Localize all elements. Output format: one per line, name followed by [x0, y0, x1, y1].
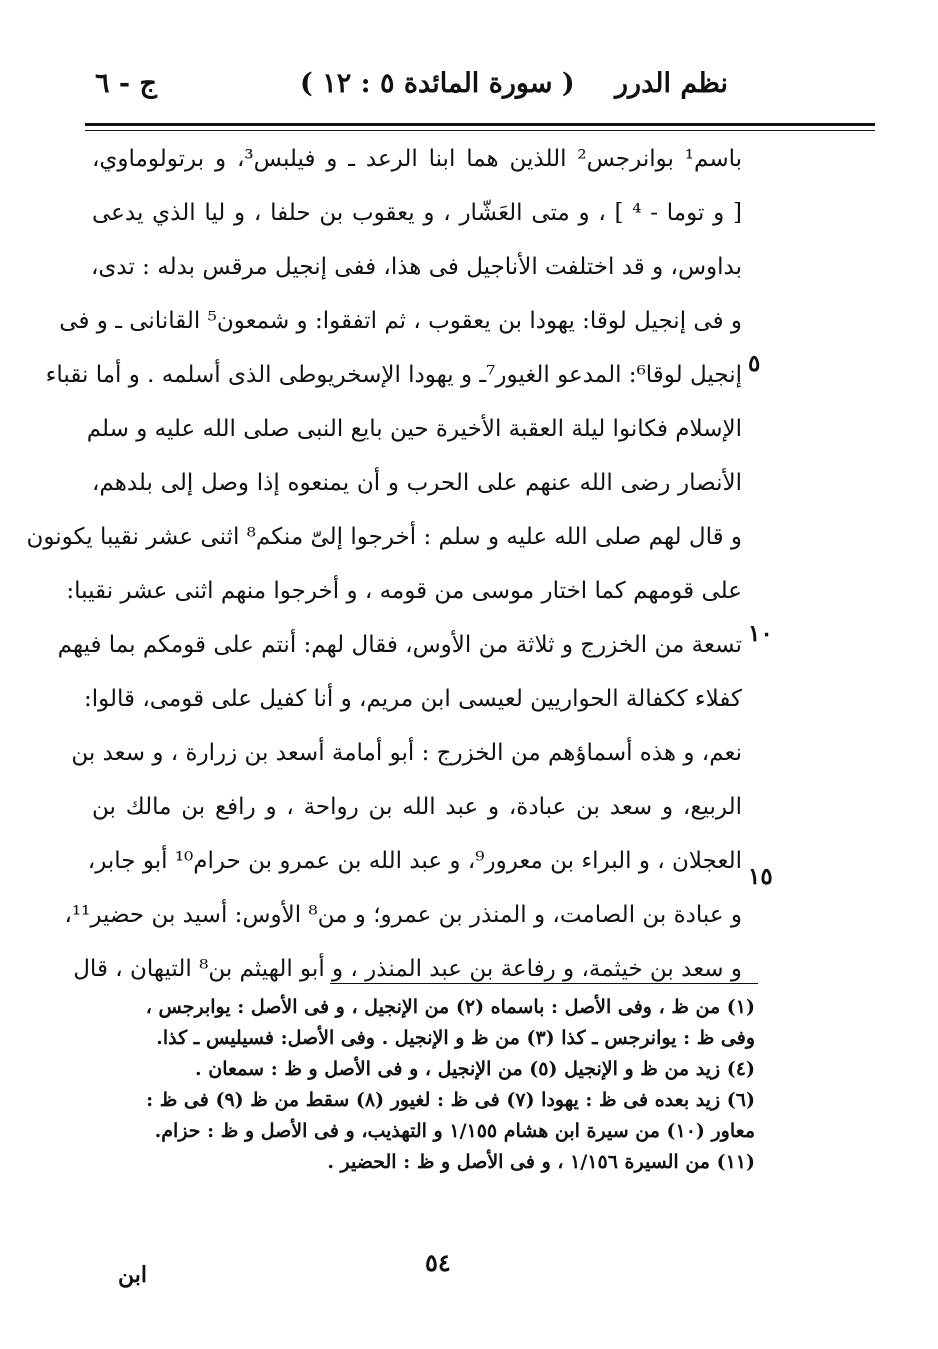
line-number-5: ٥	[748, 350, 761, 377]
footnote-line: وفى ظ : يوانرجس ـ كذا (٣) من ظ و الإنجيل . وفى الأصل: فسيليس ـ كذا.	[156, 1027, 755, 1049]
text-line: على قومهم كما اختار موسى من قومه ، و أخرجوا منهم اثنى عشر نقيبا:	[66, 578, 742, 604]
text-line: باسم¹ بوانرجس² اللذين هما ابنا الرعد ـ و فيلبس³، و برتولوماوي،	[92, 146, 743, 172]
main-text	[26, 132, 743, 996]
line-number-15: ١٥	[748, 863, 773, 890]
footnote-line: معاور (١٠) من سيرة ابن هشام ١/١٥٥ و التهذيب، و فى الأصل و ظ : حزام.	[154, 1120, 755, 1142]
text-line: [ و توما - ⁴ ] ، و متى العَشّار ، و يعقوب بن حلفا ، و ليا الذي يدعى	[92, 200, 742, 226]
text-line: و فى إنجيل لوقا: يهودا بن يعقوب ، ثم اتفقوا: و شمعون⁵ القانانى ـ و فى	[59, 308, 742, 334]
footnotes	[95, 992, 755, 1178]
text-line: و عبادة بن الصامت، و المنذر بن عمرو؛ و من⁸ الأوس: أسيد بن حضير¹¹،	[64, 902, 742, 928]
text-line: العجلان ، و البراء بن معرور⁹، و عبد الله بن عمرو بن حرام¹⁰ أبو جابر،	[87, 848, 742, 874]
text-line: بداوس، و قد اختلفت الأناجيل فى هذا، ففى إنجيل مرقس بدله : تدى،	[90, 254, 742, 280]
volume-label: ج - ٦	[95, 68, 157, 99]
header-rule-thick	[85, 123, 875, 126]
text-line: و قال لهم صلى الله عليه و سلم : أخرجوا إلىّ منكم⁸ اثنى عشر نقيبا يكونون	[26, 524, 742, 550]
page-number: ٥٤	[425, 1248, 451, 1277]
text-line: كفلاء ككفالة الحواريين لعيسى ابن مريم، و أنا كفيل على قومى، قالوا:	[83, 686, 742, 712]
text-line: نعم، و هذه أسماؤهم من الخزرج : أبو أمامة أسعد بن زرارة ، و سعد بن	[71, 740, 742, 766]
text-line: الربيع، و سعد بن عبادة، و عبد الله بن رواحة ، و رافع بن مالك بن	[92, 794, 742, 820]
catchword: ابن	[118, 1262, 147, 1288]
footnote-line: (٤) زيد من ظ و الإنجيل (٥) من الإنجيل ، و فى الأصل و ظ : سمعان .	[195, 1058, 755, 1080]
text-line: و سعد بن خيثمة، و رفاعة بن عبد المنذر ، و أبو الهيثم بن⁸ التيهان ، قال	[73, 956, 742, 982]
footnote-line: (١) من ظ ، وفى الأصل : باسماه (٢) من الإنجيل ، و فى الأصل : يوابرجس ،	[145, 996, 755, 1018]
footnote-separator	[330, 983, 758, 984]
footnote-line: (١١) من السيرة ١/١٥٦ ، و فى الأصل و ظ : الحضير .	[327, 1151, 755, 1173]
surah-reference: ( سورة المائدة ٥ : ١٢ )	[300, 68, 575, 99]
header-rule-thin	[85, 130, 875, 131]
text-line: تسعة من الخزرج و ثلاثة من الأوس، فقال لهم: أنتم على قومكم بما فيهم	[57, 632, 742, 658]
text-line: الإسلام فكانوا ليلة العقبة الأخيرة حين بايع النبى صلى الله عليه و سلم	[86, 416, 742, 442]
text-line: إنجيل لوقا⁶: المدعو الغيور⁷ـ و يهودا الإسخريوطى الذى أسلمه . و أما نقباء	[45, 362, 742, 388]
line-number-10: ١٠	[748, 620, 773, 647]
footnote-line: (٦) زيد بعده فى ظ : يهودا (٧) فى ظ : لغيور (٨) سقط من ظ (٩) فى ظ :	[146, 1089, 755, 1111]
text-line: الأنصار رضى الله عنهم على الحرب و أن يمنعوه إذا وصل إلى بلدهم،	[92, 470, 742, 496]
book-title: نظم الدرر	[615, 68, 729, 99]
